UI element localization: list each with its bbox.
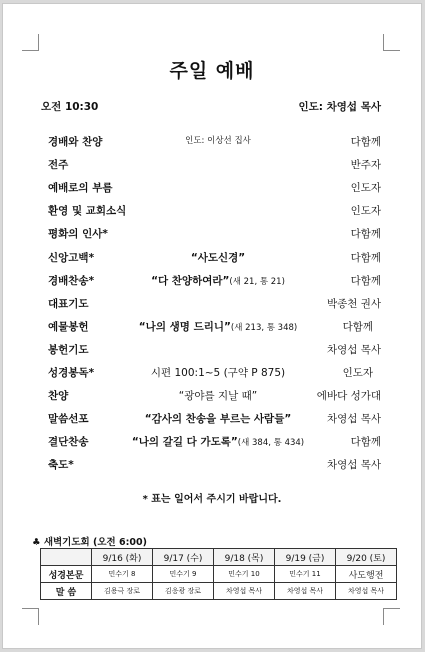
schedule-sermon-row (41, 583, 397, 600)
sermon-cell: 차영섭 목사 (275, 583, 336, 600)
sermon-cell: 차영섭 목사 (336, 583, 397, 600)
order-item-name: 경배와 찬양 (48, 136, 103, 148)
schedule-corner-cell (41, 549, 92, 566)
order-item-title: “나의 생명 드리니” (138, 320, 231, 333)
order-item (48, 388, 381, 408)
order-item-responsible: 에바다 성가대 (316, 390, 381, 403)
schedule-date-row (41, 549, 397, 566)
order-item-responsible: 다함께 (350, 274, 381, 287)
order-item (48, 457, 381, 477)
order-item-detail (108, 134, 328, 146)
scripture-cell: 사도행전 (336, 566, 397, 583)
scripture-cell: 민수기 9 (153, 566, 214, 583)
sermon-cell: 김응광 장로 (153, 583, 214, 600)
order-item (48, 319, 381, 339)
order-item-name: 축도* (48, 459, 74, 472)
sermon-cell: 차영섭 목사 (214, 583, 275, 600)
order-item (48, 273, 381, 293)
order-item-detail (108, 319, 328, 334)
order-item (48, 157, 381, 177)
standing-notice: * 표는 일어서 주시기 바랍니다. (142, 494, 282, 505)
order-item-detail (108, 388, 328, 403)
order-item-name: 예물봉헌 (48, 320, 89, 333)
order-item-hymn-number: (새 384, 통 434) (237, 438, 305, 449)
sermon-cell: 김용극 장로 (92, 583, 153, 600)
document-page (3, 4, 421, 648)
order-item-detail (108, 411, 328, 426)
sermon-label: 말 씀 (41, 583, 92, 600)
order-item-name: 전주 (48, 159, 69, 172)
order-item-title: “사도신경” (190, 251, 246, 264)
order-item (48, 250, 381, 270)
order-item-responsible: 차영섭 목사 (326, 343, 381, 356)
schedule-date: 9/18 (목) (214, 549, 275, 566)
order-item-name: 예배로의 부름 (48, 182, 113, 195)
order-item (48, 365, 381, 385)
schedule-scripture-row (41, 566, 397, 583)
crop-mark-top-right (383, 34, 400, 51)
order-item-name: 찬양 (48, 390, 69, 403)
order-item-detail (108, 434, 328, 449)
order-item-title: “감사의 찬송을 부르는 사람들” (144, 413, 292, 426)
crop-mark-top-left (22, 34, 39, 51)
order-item (48, 411, 381, 431)
order-item (48, 226, 381, 246)
order-item-responsible: 다함께 (350, 228, 381, 241)
order-item-text: 시편 100:1~5 (구약 P 875) (150, 367, 286, 379)
dawn-prayer-schedule (40, 548, 397, 600)
service-leader: 인도: 차영섭 목사 (298, 101, 381, 113)
order-item-name: 봉헌기도 (48, 343, 89, 356)
order-item-name: 성경봉독* (48, 367, 95, 379)
order-item-responsible: 차영섭 목사 (326, 459, 381, 472)
scripture-cell: 민수기 11 (275, 566, 336, 583)
order-item-title: “다 찬양하여라” (151, 274, 230, 287)
schedule-date: 9/16 (화) (92, 549, 153, 566)
crop-mark-bottom-right (383, 608, 400, 625)
order-item-responsible: 인도자 (350, 205, 381, 218)
dawn-prayer-title: ♣ 새벽기도회 (오전 6:00) (32, 537, 147, 548)
order-item-name: 경배찬송* (48, 274, 95, 287)
page-title: 주일 예배 (169, 60, 255, 82)
order-item-hymn-number: (새 213, 통 348) (230, 322, 298, 333)
order-item-responsible: 차영섭 목사 (326, 413, 381, 426)
order-item-name: 결단찬송 (48, 436, 89, 449)
order-item-detail (108, 273, 328, 288)
order-item-responsible: 인도자 (342, 367, 373, 379)
order-item-text: 인도: 이상선 집사 (185, 136, 251, 146)
schedule-date: 9/17 (수) (153, 549, 214, 566)
schedule-date: 9/19 (금) (275, 549, 336, 566)
scripture-cell: 민수기 10 (214, 566, 275, 583)
scripture-cell: 민수기 8 (92, 566, 153, 583)
order-item-name: 신앙고백* (48, 251, 95, 264)
order-item-responsible: 다함께 (342, 320, 373, 333)
order-item-responsible: 박종천 권사 (326, 297, 381, 310)
order-item-text: “광야를 지날 때” (178, 390, 258, 403)
order-item (48, 203, 381, 223)
service-time: 오전 10:30 (41, 101, 99, 113)
order-item-responsible: 다함께 (350, 251, 381, 264)
order-item (48, 296, 381, 316)
order-item (48, 434, 381, 454)
order-item-responsible: 다함께 (350, 436, 381, 449)
order-item-name: 대표기도 (48, 297, 89, 310)
order-item-detail (108, 250, 328, 265)
crop-mark-bottom-left (22, 608, 39, 625)
order-item-hymn-number: (새 21, 통 21) (229, 276, 285, 287)
schedule-date: 9/20 (토) (336, 549, 397, 566)
order-item-title: “나의 갈길 다 가도록” (131, 436, 238, 449)
order-item-name: 평화의 인사* (48, 228, 108, 241)
order-item (48, 134, 381, 154)
order-item (48, 342, 381, 362)
scripture-label: 성경본문 (41, 566, 92, 583)
order-item-responsible: 인도자 (350, 182, 381, 195)
order-item-name: 환영 및 교회소식 (48, 205, 127, 218)
order-item-responsible: 다함께 (350, 136, 381, 148)
order-item (48, 180, 381, 200)
order-item-name: 말씀선포 (48, 413, 89, 426)
order-item-responsible: 반주자 (350, 159, 381, 172)
order-item-detail (108, 365, 328, 380)
